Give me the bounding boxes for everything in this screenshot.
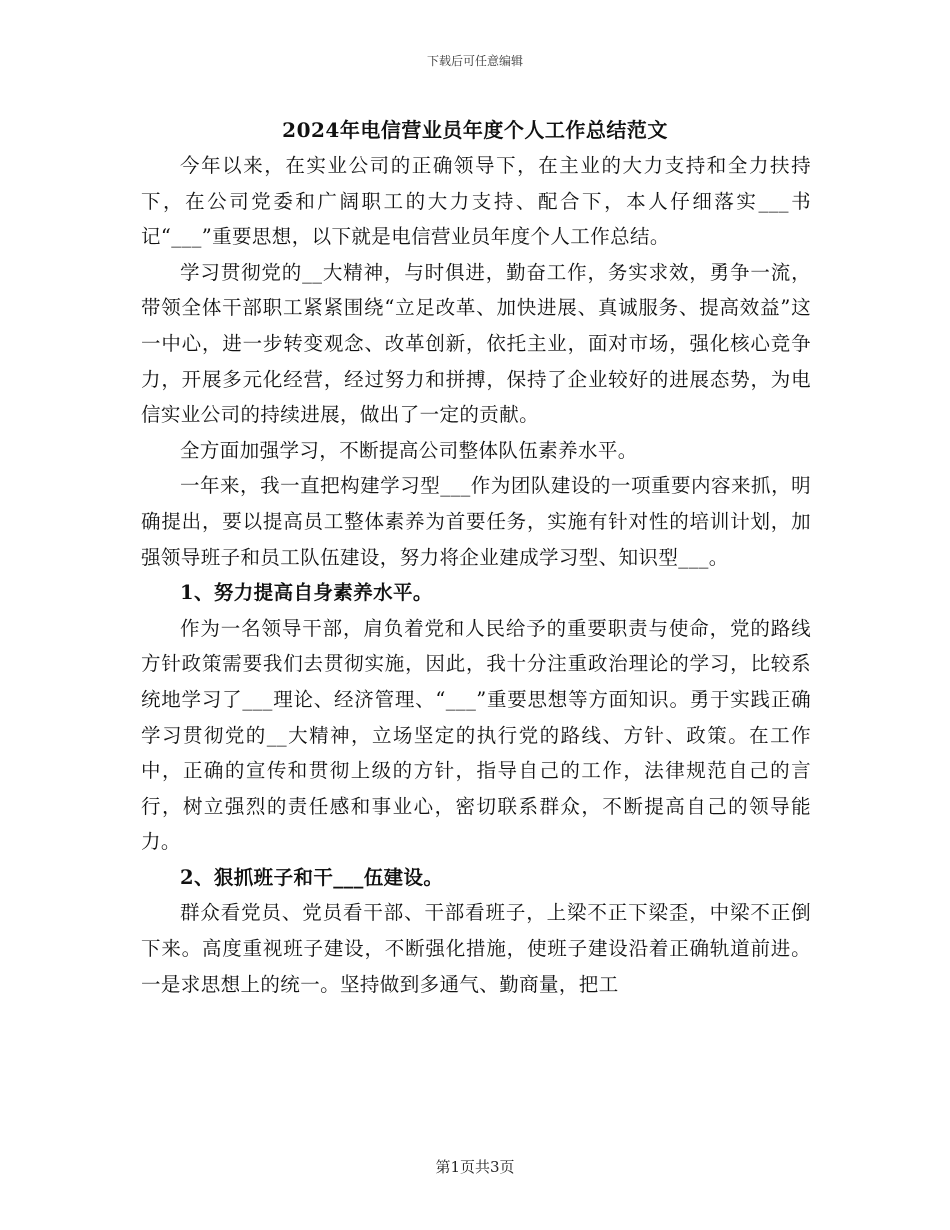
section-heading-1: 1、努力提高自身素养水平。 (180, 581, 433, 605)
section-heading-2: 2、狠抓班子和干___伍建设。 (180, 865, 444, 889)
paragraph-intro: 今年以来，在实业公司的正确领导下，在主业的大力支持和全力扶持下，在公司党委和广阔职工的大力支持、配合下，本人仔细落实___书记“___”重要思想，以下就是电信营业员年度个人工作总结。 (141, 154, 811, 249)
paragraph-section-summary: 全方面加强学习，不断提高公司整体队伍素养水平。 (180, 438, 638, 462)
paragraph-team-building: 群众看党员、党员看干部、干部看班子，上梁不正下梁歪，中梁不正倒下来。高度重视班子建设，不断强化措施，使班子建设沿着正确轨道前进。一是求思想上的统一。坚持做到多通气、勤商量，把工 (141, 901, 811, 996)
header-note: 下载后可任意编辑 (426, 54, 523, 68)
page-footer: 第1页共3页 (435, 1158, 515, 1176)
paragraph-self-improvement: 作为一名领导干部，肩负着党和人民给予的重要职责与使命，党的路线方针政策需要我们去贯彻实施，因此，我十分注重政治理论的学习，比较系统地学习了___理论、经济管理、“___”重要思想等方面知识。勇于实践正确学习贯彻党的__大精神，立场坚定的执行党的路线、方针、政策。在工作中，正确的宣传和贯彻上级的方针，指导自己的工作，法律规范自己的言行，树立强烈的责任感和事业心，密切联系群众，不断提高自己的领导能力。 (141, 616, 811, 854)
paragraph-learning-team: 一年来，我一直把构建学习型___作为团队建设的一项重要内容来抓，明确提出，要以提高员工整体素养为首要任务，实施有针对性的培训计划，加强领导班子和员工队伍建设，努力将企业建成学习型、知识型___。 (141, 474, 811, 569)
paragraph-study-spirit: 学习贯彻党的__大精神，与时俱进，勤奋工作，务实求效，勇争一流，带领全体干部职工紧紧围绕“立足改革、加快进展、真诚服务、提高效益”这一中心，进一步转变观念、改革创新，依托主业，面对市场，强化核心竞争力，开展多元化经营，经过努力和拼搏，保持了企业较好的进展态势，为电信实业公司的持续进展，做出了一定的贡献。 (141, 260, 811, 427)
document-title: 2024年电信营业员年度个人工作总结范文 (282, 118, 668, 142)
document-body (141, 148, 811, 1002)
